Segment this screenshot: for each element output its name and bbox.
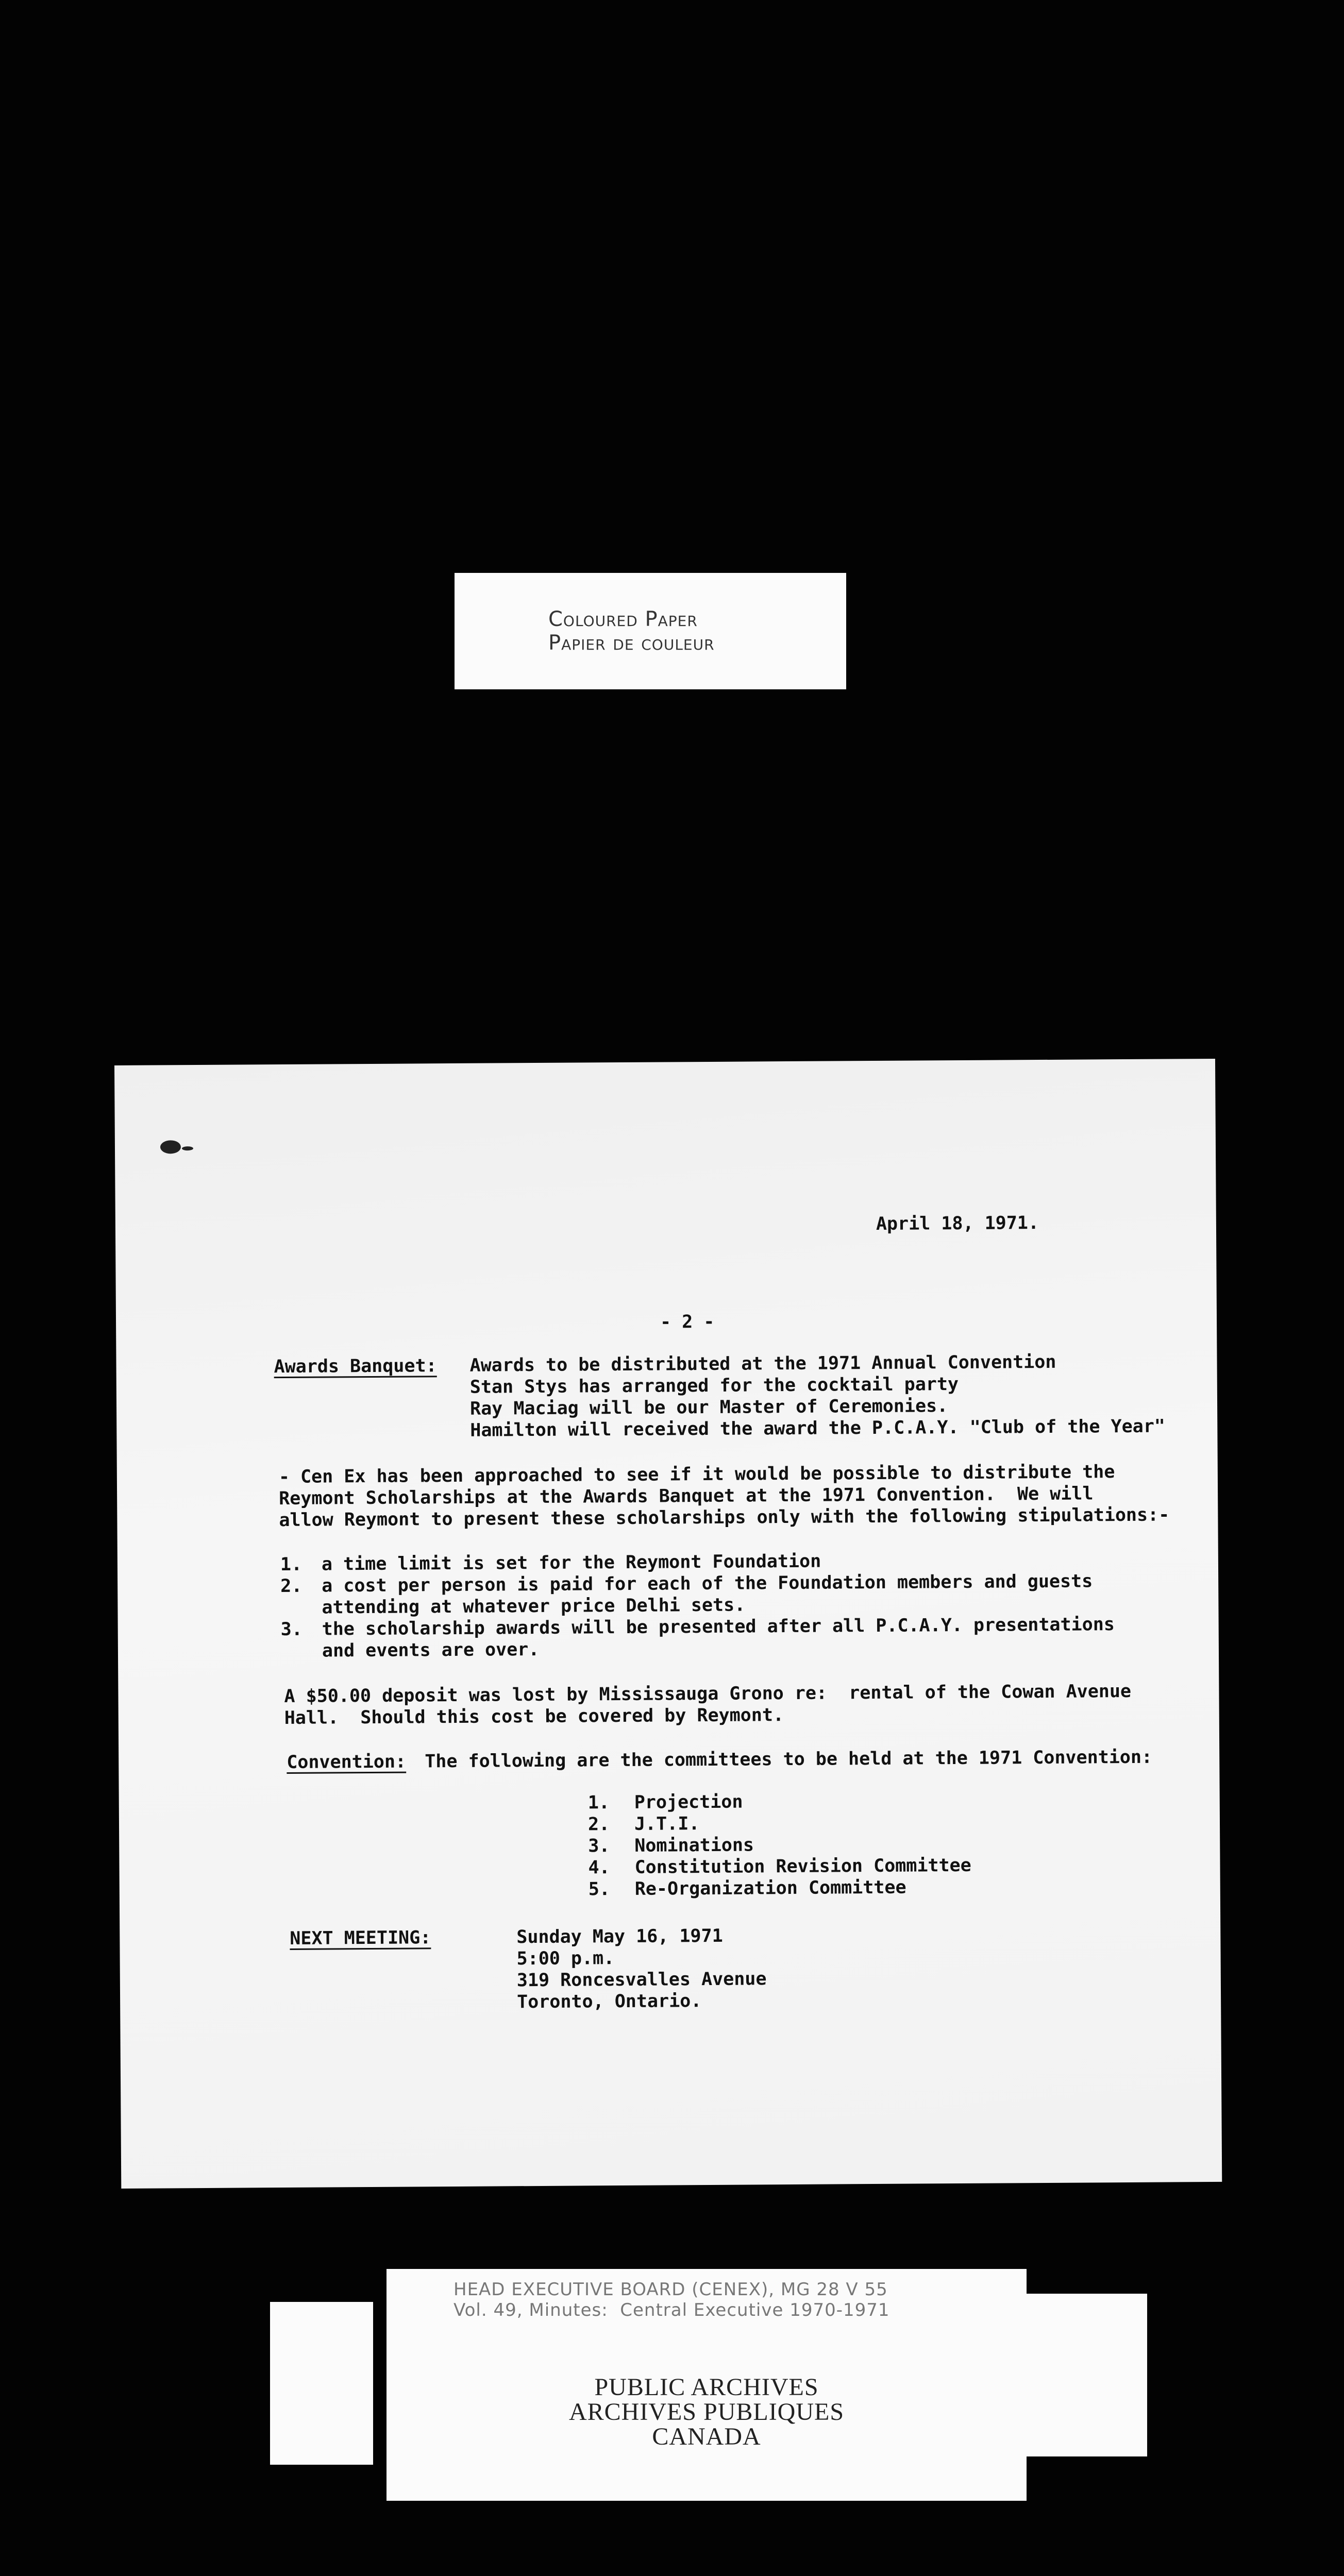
committee-number: 4. [588,1857,610,1878]
committee-name: Constitution Revision Committee [634,1855,971,1878]
cenex-paragraph-line: Reymont Scholarships at the Awards Banquet at the 1971 Convention. We will [279,1483,1094,1510]
next-meeting-line: Sunday May 16, 1971 [516,1925,723,1948]
committee-number: 3. [588,1836,610,1857]
next-meeting-line: 319 Roncesvalles Avenue [516,1969,767,1991]
ink-smudge [160,1140,181,1154]
awards-banquet-heading: Awards Banquet: [274,1355,437,1378]
convention-intro: The following are the committees to be held at the 1971 Convention: [425,1747,1153,1772]
awards-line: Awards to be distributed at the 1971 Annual Convention [469,1351,1056,1376]
awards-line: Stan Stys has arranged for the cocktail party [469,1374,959,1398]
awards-line: Hamilton will received the award the P.C.A.Y. "Club of the Year" [470,1416,1166,1441]
stipulation-number: 1. [280,1554,303,1575]
page-number: - 2 - [660,1311,715,1333]
committee-name: Re-Organization Committee [634,1877,906,1900]
archive-card-tab-left [270,2302,373,2465]
cenex-paragraph-line: - Cen Ex has been approached to see if it would be possible to distribute the [278,1462,1115,1488]
document-date: April 18, 1971. [876,1213,1039,1234]
public-archives-english: PUBLIC ARCHIVES [594,2374,819,2401]
stipulation-text: the scholarship awards will be presented after all P.C.A.Y. presentations [322,1614,1115,1640]
label-line-english: Coloured Paper [548,607,698,631]
convention-heading: Convention: [287,1751,407,1773]
coloured-paper-label [455,573,846,689]
committee-number: 1. [587,1792,610,1814]
stipulation-number: 2. [280,1575,303,1597]
public-archives-country: CANADA [652,2423,761,2450]
next-meeting-heading: NEXT MEETING: [290,1927,431,1949]
awards-line: Ray Maciag will be our Master of Ceremonies. [469,1396,948,1419]
document-page [114,1059,1222,2189]
deposit-paragraph-line: A $50.00 deposit was lost by Mississauga Grono re: rental of the Cowan Avenue [284,1681,1132,1707]
stipulation-text: a cost per person is paid for each of the Foundation members and guests [322,1571,1093,1597]
next-meeting-line: Toronto, Ontario. [516,1991,702,2013]
committee-name: Nominations [634,1835,754,1856]
label-line-french: Papier de couleur [548,631,715,655]
committee-number: 5. [588,1879,611,1900]
stipulation-number: 3. [280,1619,303,1640]
volume-reference-line: Vol. 49, Minutes: Central Executive 1970-1971 [453,2300,890,2320]
stipulation-text: a time limit is set for the Reymont Foundation [321,1551,821,1575]
stipulation-text: and events are over. [322,1639,540,1662]
stipulation-text: attending at whatever price Delhi sets. [322,1595,746,1618]
archive-reference-card [387,2269,1027,2501]
committee-name: J.T.I. [634,1814,700,1835]
committee-name: Projection [634,1791,743,1813]
ink-smudge [182,1146,193,1150]
fonds-reference-line: HEAD EXECUTIVE BOARD (CENEX), MG 28 V 55 [453,2279,888,2300]
archive-card-tab-right [1026,2294,1147,2456]
committee-number: 2. [587,1814,610,1835]
next-meeting-line: 5:00 p.m. [516,1948,615,1970]
cenex-paragraph-line: allow Reymont to present these scholarships only with the following stipulations:- [279,1504,1170,1531]
public-archives-french: ARCHIVES PUBLIQUES [568,2398,845,2426]
deposit-paragraph-line: Hall. Should this cost be covered by Reymont. [284,1705,784,1729]
